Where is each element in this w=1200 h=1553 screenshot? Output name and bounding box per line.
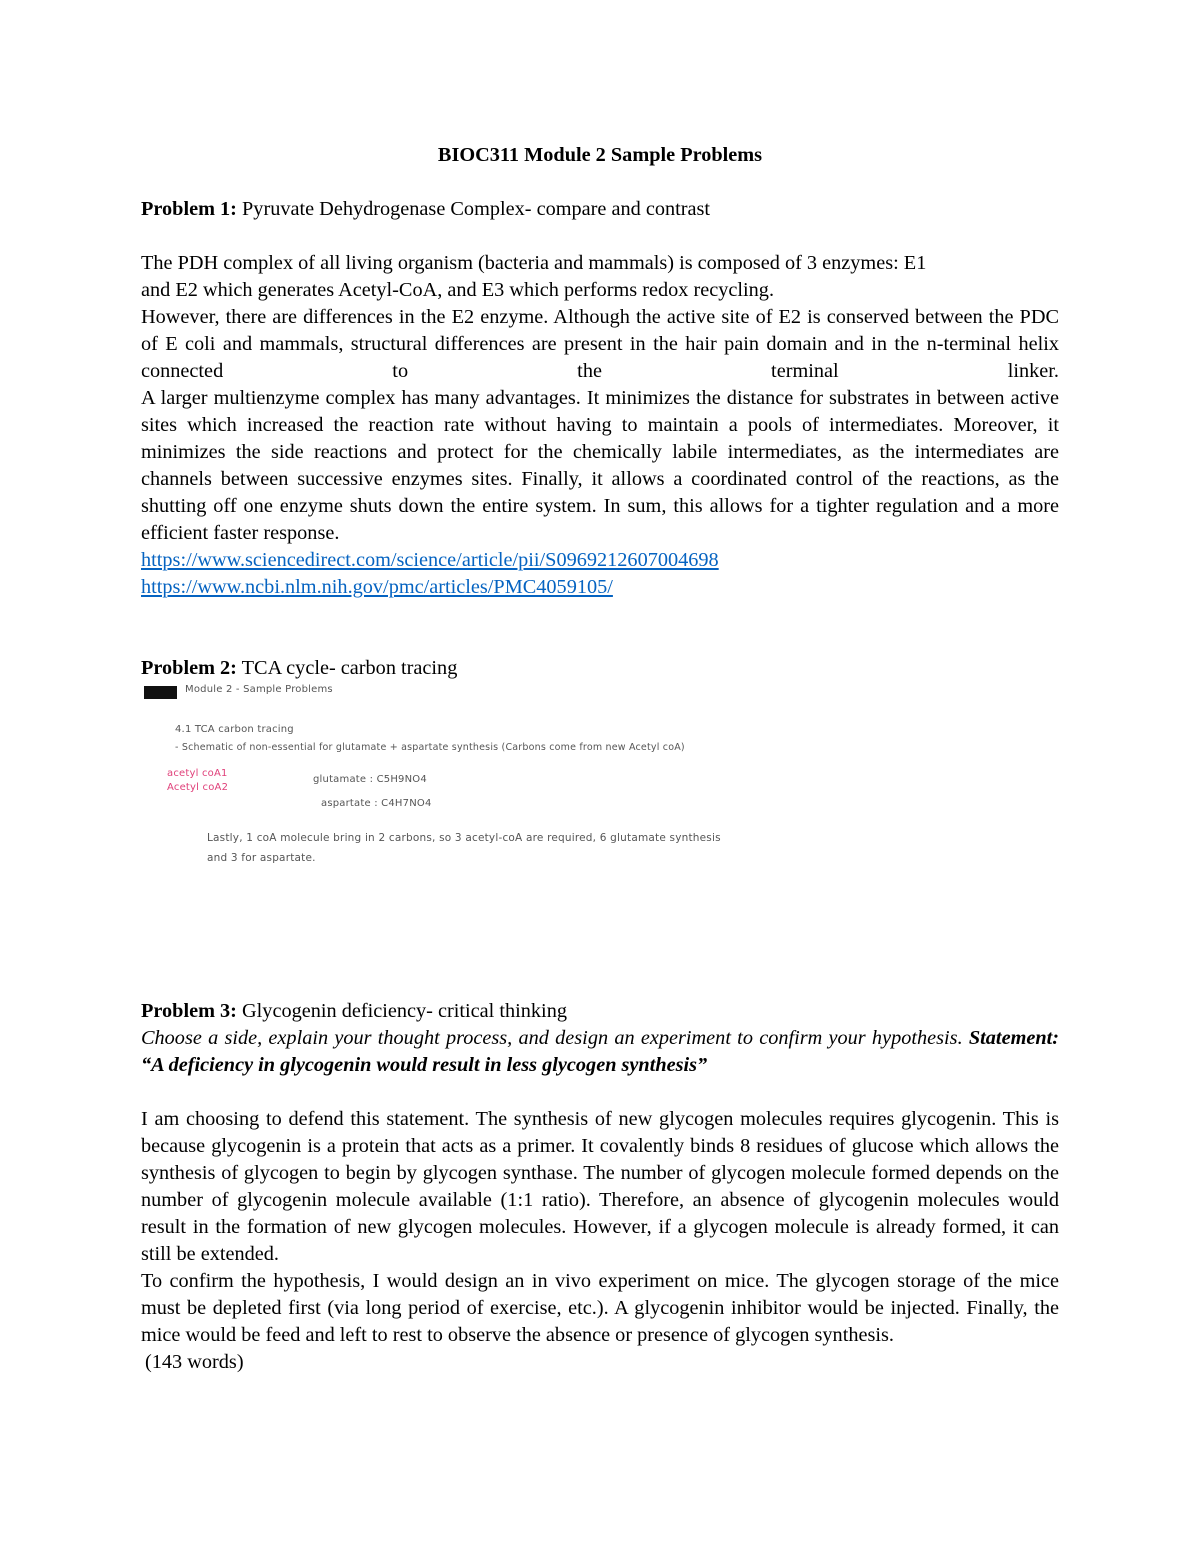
problem-1-para3: A larger multienzyme complex has many advantages. It minimizes the distance for substrates in between active sites which increased the reaction rate without having to maintain a pools of intermediates. Moreover, it minimizes the side reactions and protect for the chemically labile intermediates, as the intermediates are channels between successive enzymes sites. Finally, it allows a coordinated control of the reactions, as the shutting off one enzyme shuts down the entire system. In sum, this allows for a tighter regulation and a more efficient faster response.: [141, 387, 1059, 544]
word-count: (143 words): [145, 1351, 244, 1373]
notes-glutamate: glutamate : C5H9NO4: [313, 774, 427, 785]
problem-1-label: Problem 1:: [141, 198, 237, 220]
problem-1-para1-line2: and E2 which generates Acetyl-CoA, and E3 which performs redox recycling.: [141, 279, 775, 301]
problem-2-label: Problem 2:: [141, 657, 237, 679]
notes-conclusion-1: Lastly, 1 coA molecule bring in 2 carbons, so 3 acetyl-coA are required, 6 glutamate synthesis: [207, 832, 721, 844]
notes-acetyl-1: acetyl coA1: [167, 768, 228, 779]
document-page: [141, 142, 1059, 1376]
notes-line-2: - Schematic of non-essential for glutamate + aspartate synthesis (Carbons come from new Acetyl coA): [175, 742, 685, 753]
problem-3-prompt: Choose a side, explain your thought process, and design an experiment to confirm your hypothesis: [141, 1027, 958, 1049]
notes-line-1: 4.1 TCA carbon tracing: [175, 724, 294, 735]
problem-2-title: TCA cycle- carbon tracing: [236, 657, 458, 679]
redacted-block: [144, 686, 177, 699]
problem-1-para1-line1: The PDH complex of all living organism (bacteria and mammals) is composed of 3 enzymes: E1: [141, 252, 927, 274]
problem-3-label: Problem 3:: [141, 1000, 237, 1022]
statement-text: “A deficiency in glycogenin would result in less glycogen synthesis”: [141, 1054, 708, 1076]
problem-1-para2: However, there are differences in the E2 enzyme. Although the active site of E2 is conserved between the PDC of E coli and mammals, structural differences are present in the hair pain domain and in the n-terminal helix connected to the terminal linker.: [141, 306, 1059, 382]
notes-aspartate: aspartate : C4H7NO4: [321, 798, 432, 809]
handwritten-notes-image: [141, 684, 1059, 984]
problem-3-instruction: Choose a side, explain your thought process, and design an experiment to confirm your hypothesis. Statement: “A deficiency in glycogenin would result in less glycogen synthesis”: [141, 1027, 1060, 1076]
page-title: BIOC311 Module 2 Sample Problems: [437, 144, 763, 166]
problem-3-title: Glycogenin deficiency- critical thinking: [236, 1000, 567, 1022]
reference-link-sciencedirect[interactable]: https://www.sciencedirect.com/science/article/pii/S0969212607004698: [141, 549, 719, 571]
notes-acetyl-2: Acetyl coA2: [167, 782, 229, 793]
reference-link-ncbi[interactable]: https://www.ncbi.nlm.nih.gov/pmc/articles/PMC4059105/: [141, 576, 613, 598]
problem-3-heading: [141, 998, 1059, 1025]
notes-header: Module 2 - Sample Problems: [185, 684, 333, 695]
statement-label: Statement:: [968, 1027, 1060, 1049]
problem-3-para2: To confirm the hypothesis, I would design an in vivo experiment on mice. The glycogen storage of the mice must be depleted first (via long period of exercise, etc.). A glycogenin inhibitor would be injected. Finally, the mice would be feed and left to rest to observe the absence or presence of glycogen synthesis.: [141, 1270, 1059, 1346]
problem-2-heading: [141, 655, 1059, 682]
notes-conclusion-2: and 3 for aspartate.: [207, 852, 316, 864]
problem-1-title: Pyruvate Dehydrogenase Complex- compare and contrast: [236, 198, 711, 220]
problem-3-para1: I am choosing to defend this statement. The synthesis of new glycogen molecules requires glycogenin. This is because glycogenin is a protein that acts as a primer. It covalently binds 8 residues of glucose which allows the synthesis of glycogen to begin by glycogen synthase. The number of glycogen molecule formed depends on the number of glycogenin molecule available (1:1 ratio). Therefore, an absence of glycogenin molecules would result in the formation of new glycogen molecules. However, if a glycogen molecule is already formed, it can still be extended.: [141, 1108, 1059, 1265]
problem-1-heading: [141, 196, 1059, 223]
